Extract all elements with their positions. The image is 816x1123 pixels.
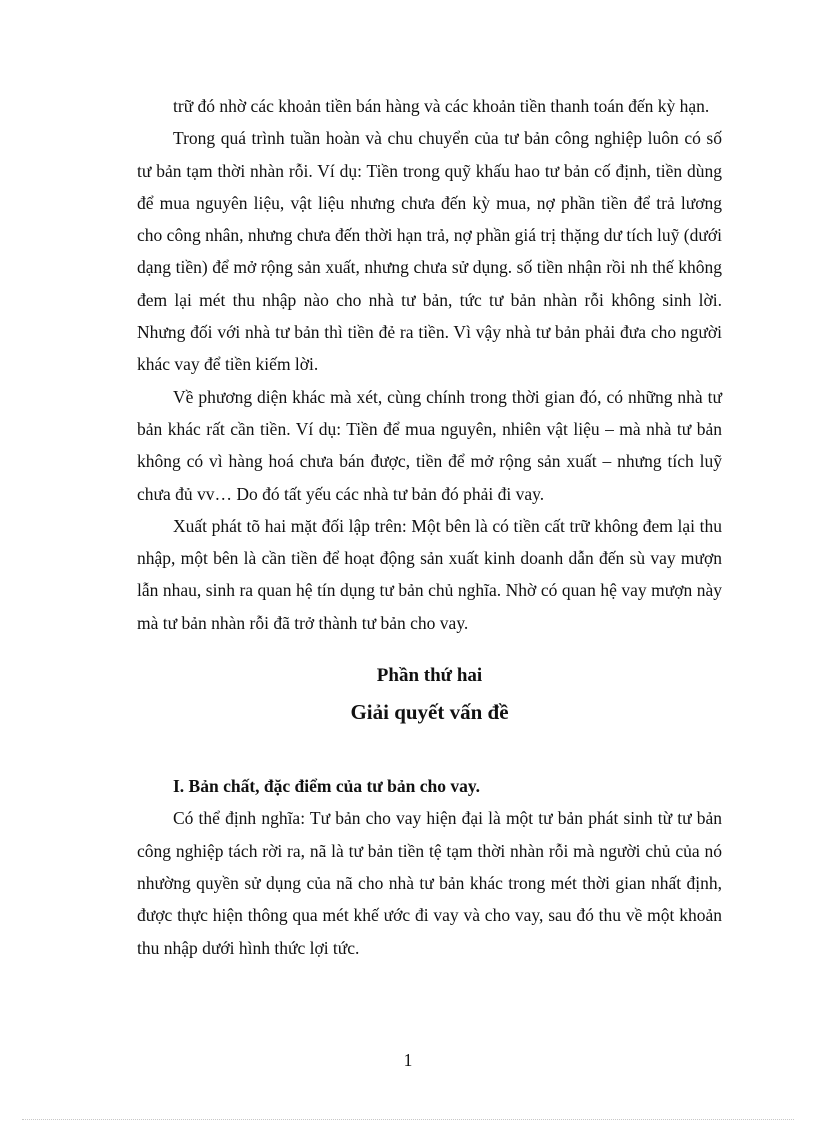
paragraph-idle-capital: Trong quá trình tuần hoàn và chu chuyển của tư bản công nghiệp luôn có số tư bản tạm thời nhàn rỗi. Ví dụ: Tiền trong quỹ khấu hao tư bản cố định, tiền dùng để mua nguyên liệu, vật liệu nhưng chưa đến kỳ mua, nợ phần tiền để trả lương cho công nhân, nhưng chưa đến thời hạn trả, nợ phần giá trị thặng dư tích luỹ (dưới dạng tiền) để mở rộng sản xuất, nhưng chưa sử dụng. số tiền nhận rồi nh thế không đem lại mét thu nhập nào cho nhà tư bản, tức tư bản nhàn rỗi không sinh lời. Nhưng đối với nhà tư bản thì tiền đẻ ra tiền. Vì vậy nhà tư bản phải đưa cho người khác vay để tiền kiếm lời. <box>137 128 722 375</box>
page-bottom-border <box>22 1119 794 1120</box>
paragraph-capital-demand: Về phương diện khác mà xét, cùng chính trong thời gian đó, có những nhà tư bản khác rất cần tiền. Ví dụ: Tiền để mua nguyên, nhiên vật liệu – mà nhà tư bản không có vì hàng hoá chưa bán được, tiền để mở rộng sản xuất – nhưng tích luỹ chưa đủ vv… Do đó tất yếu các nhà tư bản đó phải đi vay. <box>137 386 722 504</box>
page-number: 1 <box>403 1050 413 1070</box>
part-label: Phần thứ hai <box>376 665 483 687</box>
paragraph-definition: Có thể định nghĩa: Tư bản cho vay hiện đại là một tư bản phát sinh từ tư bản công nghiệp tách rời ra, nã là tư bản tiền tệ tạm thời nhàn rỗi mà người chủ của nó nhường quyền sử dụng của nã cho nhà tư bản khác trong mét thời gian nhất định, được thực hiện thông qua mét khế ước đi vay và cho vay, sau đó thu về một khoản thu nhập dưới hình thức lợi tức. <box>137 808 722 958</box>
section-heading: I. Bản chất, đặc điểm của tư bản cho vay. <box>173 776 481 797</box>
paragraph-continuation: trữ đó nhờ các khoản tiền bán hàng và các khoản tiền thanh toán đến kỳ hạn. <box>173 96 710 116</box>
part-title: Giải quyết vấn đề <box>350 700 509 725</box>
paragraph-credit-relation: Xuất phát tõ hai mặt đối lập trên: Một bên là có tiền cất trữ không đem lại thu nhập, một bên là cần tiền để hoạt động sản xuất kinh doanh dẫn đến sù vay mượn lẫn nhau, sinh ra quan hệ tín dụng tư bản chủ nghĩa. Nhờ có quan hệ vay mượn này mà tư bản nhàn rỗi đã trở thành tư bản cho vay. <box>137 515 722 633</box>
page-content <box>137 90 722 964</box>
